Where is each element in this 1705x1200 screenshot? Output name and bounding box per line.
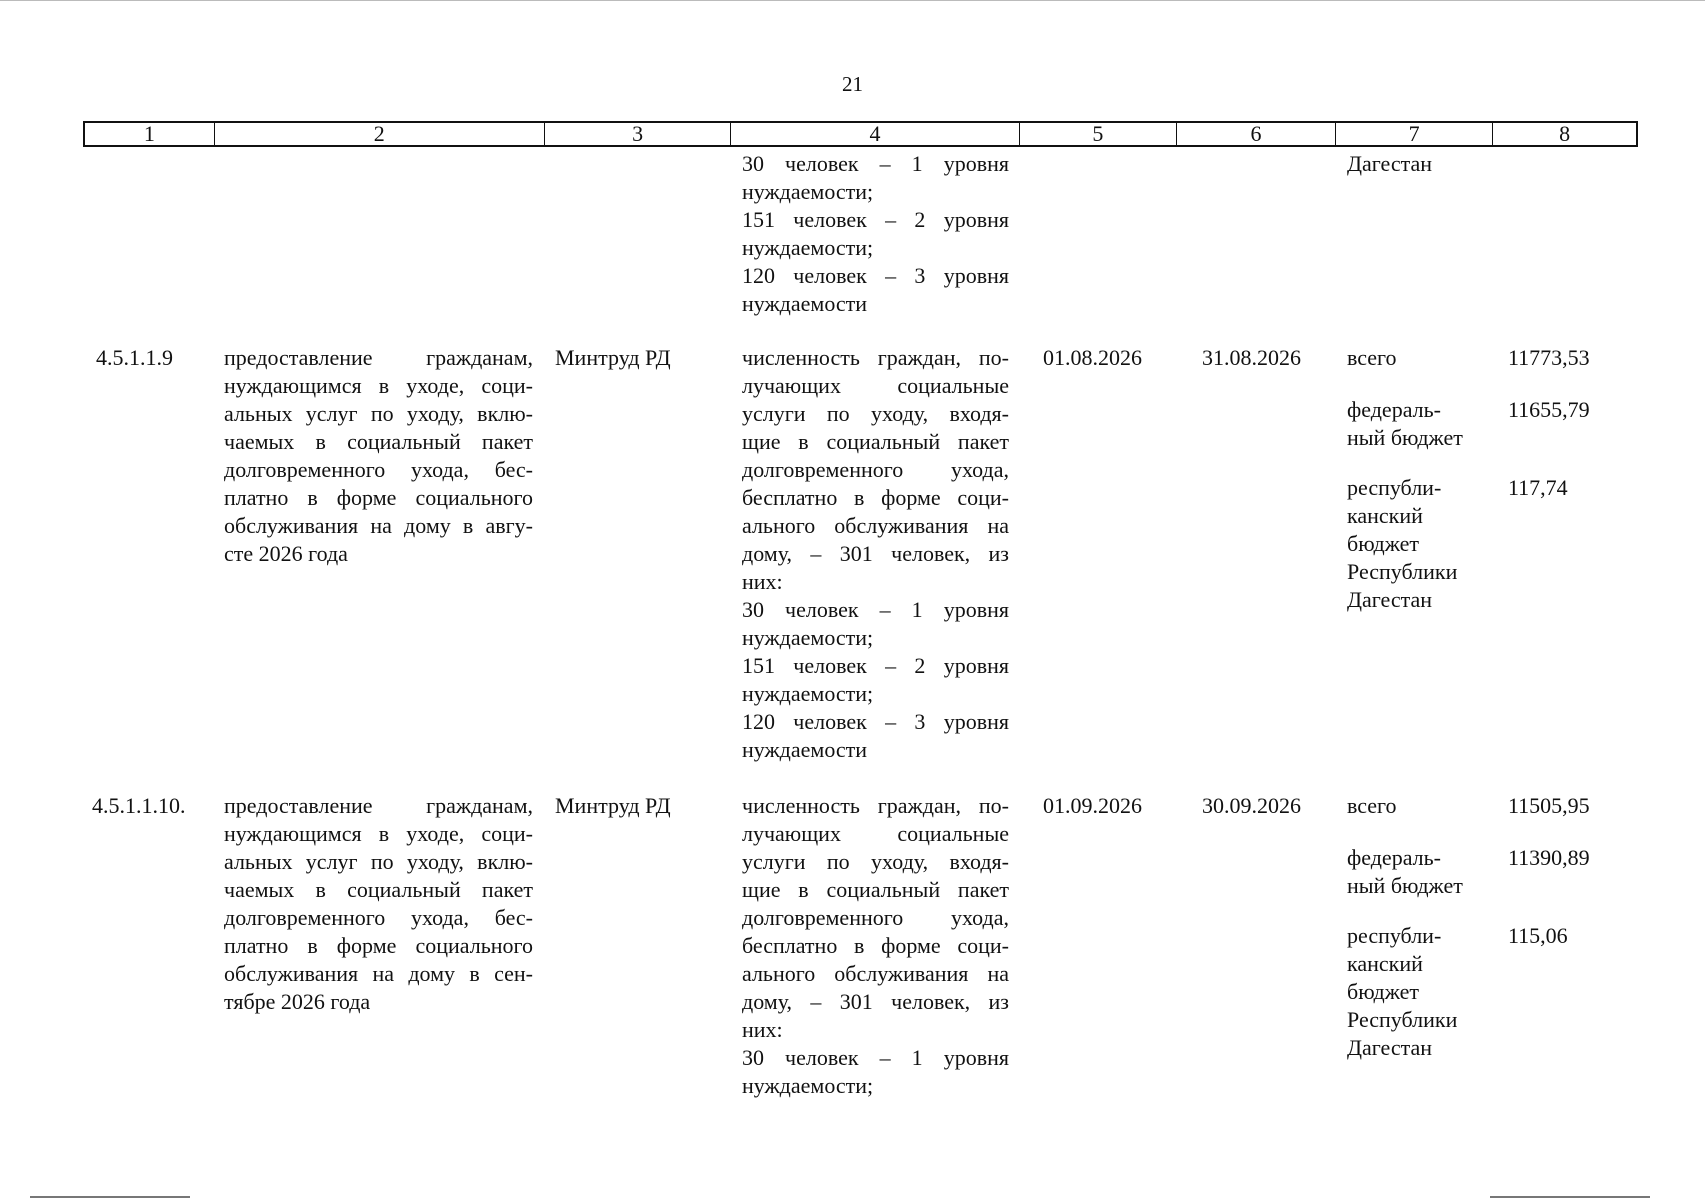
funding-source-line: всего xyxy=(1347,345,1397,370)
funding-source-line: Республики xyxy=(1347,559,1458,584)
indicator-line: численность граждан, по- xyxy=(742,793,1009,818)
indicator-line: бесплатно в форме соци- xyxy=(742,933,1009,958)
funding-amount: 11655,79 xyxy=(1508,397,1590,422)
funding-source xyxy=(1347,844,1497,900)
indicator-line: них: xyxy=(742,569,783,594)
description-line: чаемых в социальный пакет xyxy=(224,429,533,454)
column-number-5: 5 xyxy=(1020,123,1178,145)
funding-source-line: ный бюджет xyxy=(1347,873,1463,898)
funding-source-line: бюджет xyxy=(1347,531,1419,556)
scan-edge-bottom-right xyxy=(1490,1196,1650,1198)
indicator-line: 151 человек – 2 уровня xyxy=(742,207,1009,232)
description-line: тябре 2026 года xyxy=(224,989,371,1014)
column-number-4: 4 xyxy=(731,123,1019,145)
row-indicator xyxy=(742,792,1009,1100)
funding-source xyxy=(1347,344,1497,372)
continuation-funding-source: Дагестан xyxy=(1347,151,1433,176)
column-number-3: 3 xyxy=(545,123,732,145)
funding-source-line: всего xyxy=(1347,793,1397,818)
indicator-line: долговременного ухода, xyxy=(742,457,1009,482)
funding-source-line: Дагестан xyxy=(1347,1035,1433,1060)
row-end-date: 30.09.2026 xyxy=(1202,793,1301,818)
column-number-2: 2 xyxy=(215,123,545,145)
indicator-line: численность граждан, по- xyxy=(742,345,1009,370)
indicator-line: 120 человек – 3 уровня xyxy=(742,709,1009,734)
row-executor: Минтруд РД xyxy=(555,345,671,370)
description-line: нуждающимся в уходе, соци- xyxy=(224,821,533,846)
indicator-line: нуждаемости; xyxy=(742,681,874,706)
indicator-line: лучающих социальные xyxy=(742,821,1009,846)
funding-source-line: канский xyxy=(1347,951,1423,976)
funding-source-line: Дагестан xyxy=(1347,587,1433,612)
indicator-line: долговременного ухода, xyxy=(742,905,1009,930)
row-indicator xyxy=(742,344,1009,764)
row-code: 4.5.1.1.9 xyxy=(96,345,173,370)
continuation-indicator xyxy=(742,150,1009,318)
description-line: альных услуг по уходу, вклю- xyxy=(224,849,533,874)
funding-amount: 11390,89 xyxy=(1508,845,1590,870)
funding-source-line: ный бюджет xyxy=(1347,425,1463,450)
row-start-date: 01.09.2026 xyxy=(1043,793,1142,818)
indicator-line: 151 человек – 2 уровня xyxy=(742,653,1009,678)
funding-source xyxy=(1347,396,1497,452)
funding-source-line: канский xyxy=(1347,503,1423,528)
funding-source-line: федераль- xyxy=(1347,845,1441,870)
indicator-line: бесплатно в форме соци- xyxy=(742,485,1009,510)
description-line: платно в форме социального xyxy=(224,485,533,510)
indicator-line: нуждаемости xyxy=(742,291,868,316)
indicator-line: нуждаемости; xyxy=(742,625,874,650)
row-executor: Минтруд РД xyxy=(555,793,671,818)
column-number-1: 1 xyxy=(85,123,215,145)
description-line: долговременного ухода, бес- xyxy=(224,905,533,930)
indicator-line: ального обслуживания на xyxy=(742,961,1009,986)
funding-source-line: Республики xyxy=(1347,1007,1458,1032)
row-code: 4.5.1.1.10. xyxy=(92,793,186,818)
indicator-line: дому, – 301 человек, из xyxy=(742,541,1009,566)
description-line: альных услуг по уходу, вклю- xyxy=(224,401,533,426)
scan-edge-bottom xyxy=(30,1196,190,1198)
funding-source-line: бюджет xyxy=(1347,979,1419,1004)
scan-edge-top xyxy=(0,0,1705,1)
indicator-line: лучающих социальные xyxy=(742,373,1009,398)
column-number-8: 8 xyxy=(1559,121,1571,146)
indicator-line: услуги по уходу, входя- xyxy=(742,849,1009,874)
description-line: предоставление гражданам, xyxy=(224,345,533,370)
description-line: чаемых в социальный пакет xyxy=(224,877,533,902)
indicator-line: 30 человек – 1 уровня xyxy=(742,597,1009,622)
funding-amount: 117,74 xyxy=(1508,475,1568,500)
funding-source-line: федераль- xyxy=(1347,397,1441,422)
indicator-line: них: xyxy=(742,1017,783,1042)
funding-source-line: республи- xyxy=(1347,923,1442,948)
description-line: долговременного ухода, бес- xyxy=(224,457,533,482)
indicator-line: щие в социальный пакет xyxy=(742,877,1009,902)
description-line: сте 2026 года xyxy=(224,541,348,566)
description-line: обслуживания на дому в авгу- xyxy=(224,513,533,538)
indicator-line: нуждаемости; xyxy=(742,179,874,204)
indicator-line: дому, – 301 человек, из xyxy=(742,989,1009,1014)
row-start-date: 01.08.2026 xyxy=(1043,345,1142,370)
funding-amount: 11505,95 xyxy=(1508,793,1590,818)
indicator-line: услуги по уходу, входя- xyxy=(742,401,1009,426)
description-line: платно в форме социального xyxy=(224,933,533,958)
indicator-line: ального обслуживания на xyxy=(742,513,1009,538)
indicator-line: 120 человек – 3 уровня xyxy=(742,263,1009,288)
column-number-6: 6 xyxy=(1177,123,1336,145)
description-line: предоставление гражданам, xyxy=(224,793,533,818)
indicator-line: нуждаемости; xyxy=(742,1073,874,1098)
funding-amount: 11773,53 xyxy=(1508,345,1590,370)
indicator-line: щие в социальный пакет xyxy=(742,429,1009,454)
row-description xyxy=(224,344,533,568)
row-end-date: 31.08.2026 xyxy=(1202,345,1301,370)
row-funding-sources xyxy=(1347,344,1497,614)
column-number-7: 7 xyxy=(1336,123,1494,145)
funding-source xyxy=(1347,792,1497,820)
table-column-header xyxy=(83,121,1638,147)
row-description xyxy=(224,792,533,1016)
page-number: 21 xyxy=(842,72,863,96)
indicator-line: 30 человек – 1 уровня xyxy=(742,1045,1009,1070)
row-funding-sources xyxy=(1347,792,1497,1062)
indicator-line: 30 человек – 1 уровня xyxy=(742,151,1009,176)
funding-amount: 115,06 xyxy=(1508,923,1568,948)
indicator-line: нуждаемости xyxy=(742,737,868,762)
description-line: нуждающимся в уходе, соци- xyxy=(224,373,533,398)
indicator-line: нуждаемости; xyxy=(742,235,874,260)
funding-source xyxy=(1347,474,1497,614)
funding-source xyxy=(1347,922,1497,1062)
description-line: обслуживания на дому в сен- xyxy=(224,961,533,986)
funding-source-line: республи- xyxy=(1347,475,1442,500)
